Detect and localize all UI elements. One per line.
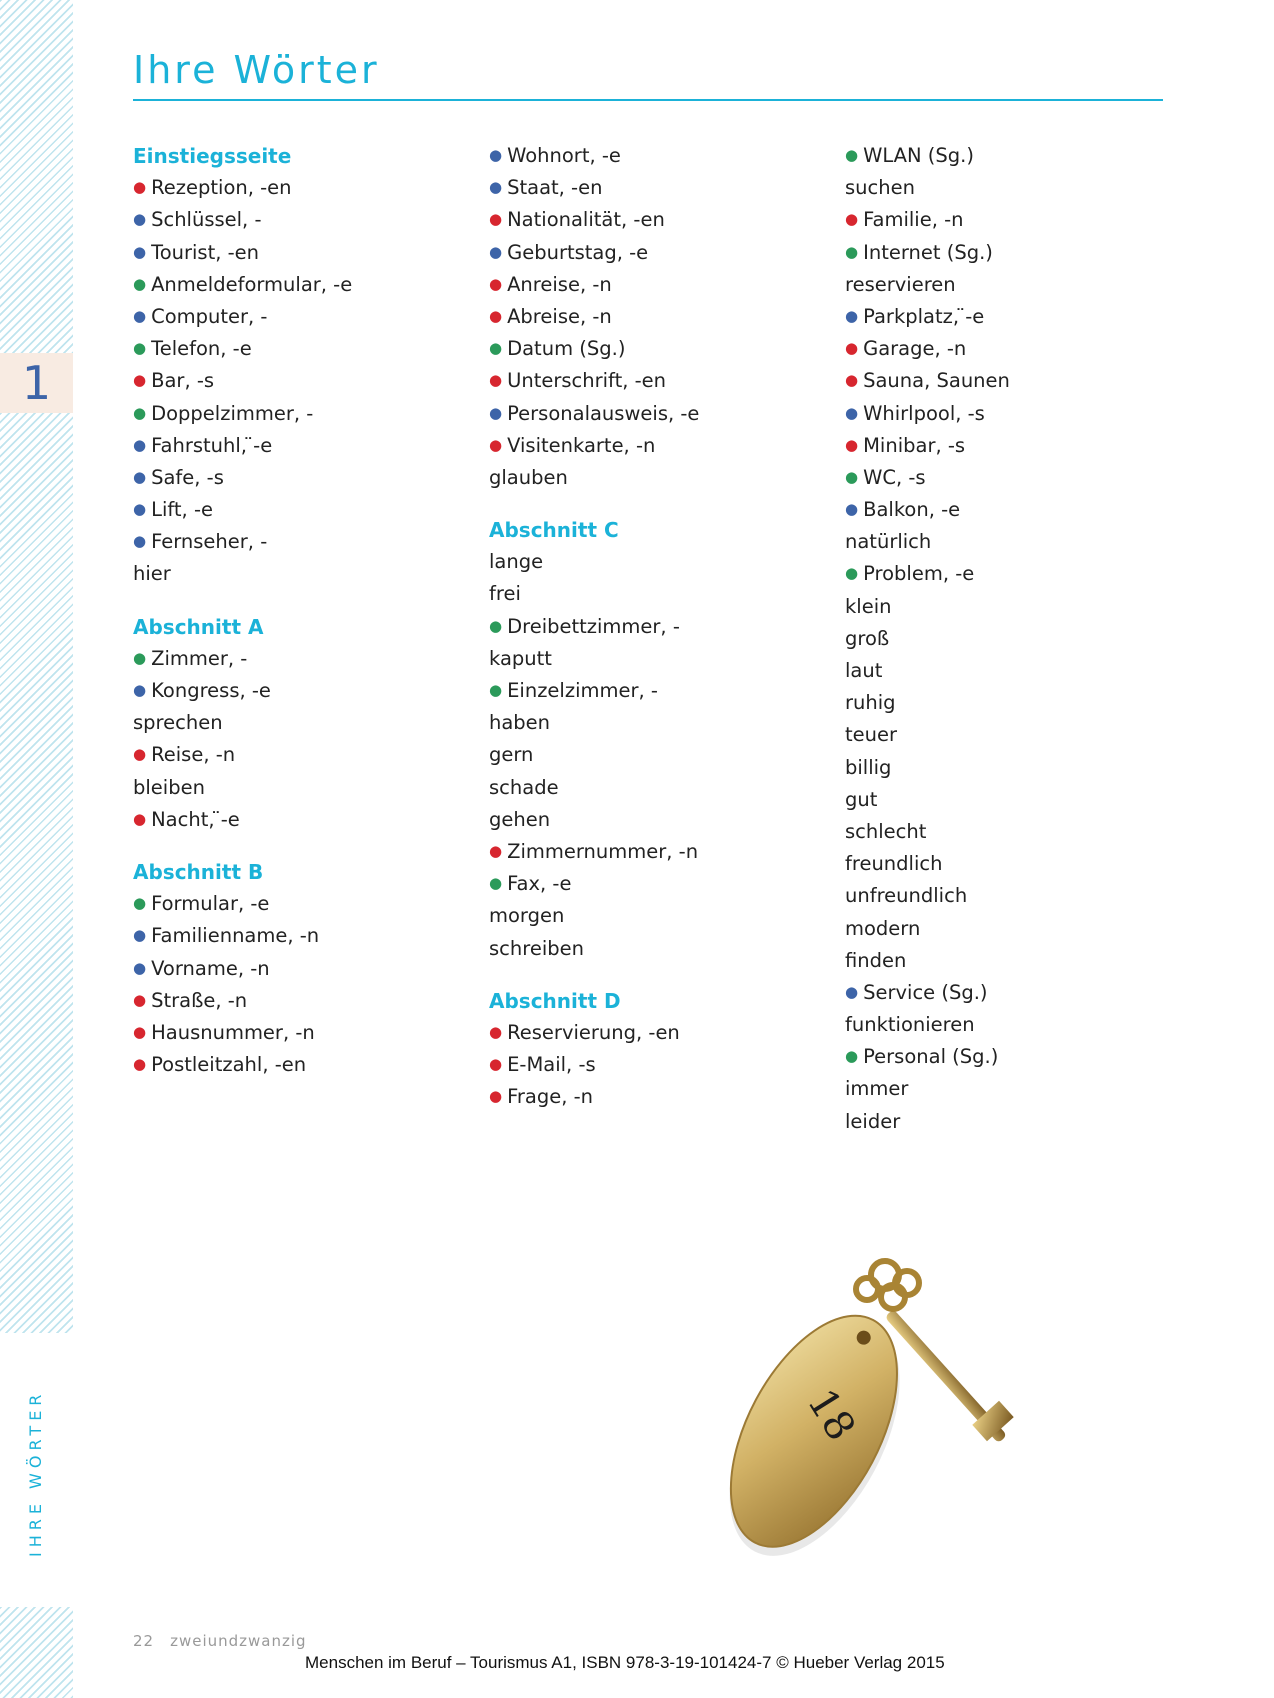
gender-dot-icon: ● xyxy=(133,532,147,551)
gender-dot-icon: ● xyxy=(845,306,859,325)
word-text: Kongress, -e xyxy=(151,679,271,702)
word-text: laut xyxy=(845,659,883,682)
word-entry xyxy=(845,301,1175,333)
word-text: Whirlpool, -s xyxy=(863,401,985,425)
word-text: Frage, -n xyxy=(507,1085,594,1109)
word-entry xyxy=(133,953,463,985)
word-entry xyxy=(489,739,819,771)
word-text: reservieren xyxy=(845,272,956,296)
word-text: Personal (Sg.) xyxy=(863,1045,999,1069)
side-stripe-top xyxy=(0,0,73,353)
section-heading: Abschnitt D xyxy=(489,988,621,1013)
word-entry xyxy=(489,643,819,675)
word-text: Zimmer, - xyxy=(151,646,248,670)
word-entry xyxy=(133,739,463,771)
gender-dot-icon: ● xyxy=(133,274,147,293)
gender-dot-icon: ● xyxy=(489,146,503,164)
word-text: haben xyxy=(489,711,551,735)
word-text: Nacht, ̈-e xyxy=(151,807,240,831)
word-entry xyxy=(845,591,1175,623)
word-text: Unterschrift, -en xyxy=(507,369,667,393)
word-entry xyxy=(133,707,463,739)
word-entry xyxy=(489,772,819,804)
word-text: finden xyxy=(845,948,907,972)
word-text: Visitenkarte, -n xyxy=(507,433,656,457)
word-entry xyxy=(489,836,819,868)
gender-dot-icon: ● xyxy=(489,435,503,454)
word-text: Service (Sg.) xyxy=(863,980,988,1004)
word-entry xyxy=(489,707,819,739)
gender-dot-icon: ● xyxy=(133,339,147,358)
gender-dot-icon: ● xyxy=(489,841,503,860)
gender-dot-icon: ● xyxy=(133,990,147,1009)
word-text: Tourist, -en xyxy=(151,240,260,264)
gender-dot-icon: ● xyxy=(489,371,503,390)
word-text: groß xyxy=(845,626,890,650)
word-text: Postleitzahl, -en xyxy=(151,1053,307,1077)
page-title: Ihre Wörter xyxy=(133,48,380,92)
word-text: Sauna, Saunen xyxy=(863,369,1010,393)
word-text: Internet (Sg.) xyxy=(863,240,993,264)
word-text: Wohnort, -e xyxy=(507,144,621,167)
word-entry xyxy=(845,655,1175,687)
gender-dot-icon: ● xyxy=(489,1087,503,1106)
gender-dot-icon: ● xyxy=(133,1055,147,1074)
word-text: Familienname, -n xyxy=(151,924,320,948)
word-entry xyxy=(489,675,819,707)
gender-dot-icon: ● xyxy=(133,894,147,913)
section-gap xyxy=(489,494,819,514)
word-entry xyxy=(489,804,819,836)
word-text: lange xyxy=(489,550,544,574)
word-entry xyxy=(845,913,1175,945)
gender-dot-icon: ● xyxy=(489,874,503,893)
word-text: Nationalität, -en xyxy=(507,208,665,232)
gender-dot-icon: ● xyxy=(133,958,147,977)
section-heading: Abschnitt C xyxy=(489,518,619,543)
word-entry xyxy=(489,1081,819,1113)
word-entry xyxy=(133,269,463,301)
word-text: Personalausweis, -e xyxy=(507,401,700,425)
word-text: klein xyxy=(845,594,892,618)
word-entry xyxy=(489,900,819,932)
word-text: Rezeption, -en xyxy=(151,176,292,200)
gender-dot-icon: ● xyxy=(845,435,859,454)
page-footer xyxy=(133,1632,307,1650)
gender-dot-icon: ● xyxy=(133,681,147,699)
copyright-line: Menschen im Beruf – Tourismus A1, ISBN 978-3-19-101424-7 © Hueber Verlag 2015 xyxy=(305,1653,945,1672)
gender-dot-icon: ● xyxy=(845,982,859,1001)
word-text: billig xyxy=(845,755,892,779)
word-text: modern xyxy=(845,916,921,940)
word-entry xyxy=(845,623,1175,655)
word-entry xyxy=(489,140,819,172)
word-text: Hausnummer, -n xyxy=(151,1020,315,1044)
word-entry xyxy=(845,140,1175,172)
word-entry xyxy=(489,462,819,494)
gender-dot-icon: ● xyxy=(845,403,859,422)
word-entry xyxy=(845,1073,1175,1105)
word-entry xyxy=(845,333,1175,365)
word-text: Fernseher, - xyxy=(151,530,268,554)
gender-dot-icon: ● xyxy=(133,178,147,197)
word-entry xyxy=(133,888,463,920)
word-text: Reise, -n xyxy=(151,743,236,767)
word-entry xyxy=(489,546,819,578)
word-text: Minibar, -s xyxy=(863,433,966,457)
word-entry xyxy=(845,526,1175,558)
section-heading: Abschnitt B xyxy=(133,859,264,884)
page-number: 22 xyxy=(133,1632,155,1650)
word-text: Reservierung, -en xyxy=(507,1020,680,1044)
gender-dot-icon: ● xyxy=(133,467,147,486)
word-entry xyxy=(845,816,1175,848)
gender-dot-icon: ● xyxy=(845,500,859,519)
word-text: gut xyxy=(845,787,878,811)
word-entry xyxy=(489,237,819,269)
word-entry xyxy=(133,643,463,675)
word-entry xyxy=(133,985,463,1017)
gender-dot-icon: ● xyxy=(845,146,859,164)
word-text: hier xyxy=(133,562,171,586)
chapter-number: 1 xyxy=(21,356,52,410)
word-text: Problem, -e xyxy=(863,562,975,586)
word-entry xyxy=(845,1106,1175,1138)
word-text: E-Mail, -s xyxy=(507,1053,596,1077)
word-text: gern xyxy=(489,743,534,767)
word-entry xyxy=(133,772,463,804)
word-text: Telefon, -e xyxy=(151,337,252,361)
word-text: frei xyxy=(489,582,521,606)
word-entry xyxy=(489,933,819,965)
word-text: Computer, - xyxy=(151,304,268,328)
word-entry xyxy=(133,462,463,494)
section-gap xyxy=(489,965,819,985)
gender-dot-icon: ● xyxy=(845,242,859,261)
gender-dot-icon: ● xyxy=(489,1022,503,1041)
word-column-3 xyxy=(845,140,1175,1138)
word-text: schade xyxy=(489,775,559,799)
gender-dot-icon: ● xyxy=(489,681,503,699)
gender-dot-icon: ● xyxy=(845,564,859,583)
word-column-1 xyxy=(133,140,463,1081)
word-entry xyxy=(133,558,463,590)
gender-dot-icon: ● xyxy=(133,648,147,667)
gender-dot-icon: ● xyxy=(133,500,147,519)
word-text: Schlüssel, - xyxy=(151,208,262,232)
word-entry xyxy=(133,237,463,269)
word-text: teuer xyxy=(845,723,898,747)
gender-dot-icon: ● xyxy=(133,242,147,261)
word-entry xyxy=(133,494,463,526)
word-text: kaputt xyxy=(489,646,552,670)
word-entry xyxy=(845,558,1175,590)
word-text: Abreise, -n xyxy=(507,304,612,328)
word-entry xyxy=(845,237,1175,269)
word-entry xyxy=(133,398,463,430)
gender-dot-icon: ● xyxy=(133,306,147,325)
word-entry xyxy=(845,719,1175,751)
word-entry xyxy=(845,848,1175,880)
word-text: Straße, -n xyxy=(151,988,248,1012)
page-word: zweiundzwanzig xyxy=(170,1632,307,1650)
word-text: morgen xyxy=(489,904,565,928)
side-section-label: IHRE WÖRTER xyxy=(26,1389,45,1557)
word-entry xyxy=(133,301,463,333)
gender-dot-icon: ● xyxy=(489,616,503,635)
word-entry xyxy=(489,1049,819,1081)
word-text: natürlich xyxy=(845,530,932,554)
word-entry xyxy=(133,333,463,365)
section-gap xyxy=(133,836,463,856)
word-entry xyxy=(845,462,1175,494)
word-entry xyxy=(489,868,819,900)
word-entry xyxy=(489,611,819,643)
word-entry xyxy=(845,398,1175,430)
word-text: sprechen xyxy=(133,711,223,735)
word-entry xyxy=(845,365,1175,397)
word-text: Geburtstag, -e xyxy=(507,240,649,264)
word-entry xyxy=(845,784,1175,816)
chapter-tab xyxy=(0,353,73,413)
word-text: unfreundlich xyxy=(845,884,968,908)
word-entry xyxy=(489,398,819,430)
gender-dot-icon: ● xyxy=(845,371,859,390)
gender-dot-icon: ● xyxy=(133,371,147,390)
word-text: gehen xyxy=(489,807,551,831)
gender-dot-icon: ● xyxy=(845,339,859,358)
gender-dot-icon: ● xyxy=(133,745,147,764)
word-entry xyxy=(489,301,819,333)
side-stripe-middle xyxy=(0,413,73,1333)
section-heading: Abschnitt A xyxy=(133,614,264,639)
section-gap xyxy=(133,591,463,611)
gender-dot-icon: ● xyxy=(489,306,503,325)
word-text: schlecht xyxy=(845,819,927,843)
word-entry xyxy=(133,365,463,397)
section-heading: Einstiegsseite xyxy=(133,144,292,168)
word-entry xyxy=(845,269,1175,301)
gender-dot-icon: ● xyxy=(133,403,147,422)
word-entry xyxy=(489,365,819,397)
word-text: Vorname, -n xyxy=(151,956,270,980)
word-text: Fahrstuhl, ̈-e xyxy=(151,433,273,457)
gender-dot-icon: ● xyxy=(133,210,147,229)
word-entry xyxy=(133,804,463,836)
word-text: leider xyxy=(845,1109,901,1133)
word-text: Fax, -e xyxy=(507,872,572,896)
gender-dot-icon: ● xyxy=(133,809,147,828)
word-entry xyxy=(845,172,1175,204)
word-entry xyxy=(133,1049,463,1081)
word-text: Balkon, -e xyxy=(863,498,961,522)
word-text: Doppelzimmer, - xyxy=(151,401,314,425)
word-entry xyxy=(489,1017,819,1049)
word-entry xyxy=(489,269,819,301)
word-entry xyxy=(489,333,819,365)
word-entry xyxy=(133,675,463,707)
room-key-illustration xyxy=(725,1255,1125,1589)
word-text: Einzelzimmer, - xyxy=(507,679,658,702)
word-entry xyxy=(845,977,1175,1009)
word-entry xyxy=(133,526,463,558)
word-text: Staat, -en xyxy=(507,176,603,200)
word-text: immer xyxy=(845,1077,909,1101)
word-entry xyxy=(133,172,463,204)
word-text: Anreise, -n xyxy=(507,272,612,296)
word-entry xyxy=(845,945,1175,977)
gender-dot-icon: ● xyxy=(133,1022,147,1041)
word-entry xyxy=(489,172,819,204)
word-entry xyxy=(845,880,1175,912)
word-text: Safe, -s xyxy=(151,465,224,489)
word-text: Datum (Sg.) xyxy=(507,337,626,361)
word-text: ruhig xyxy=(845,691,896,715)
title-divider xyxy=(133,99,1163,101)
gender-dot-icon: ● xyxy=(489,274,503,293)
gender-dot-icon: ● xyxy=(489,210,503,229)
word-text: funktionieren xyxy=(845,1013,975,1037)
word-entry xyxy=(489,578,819,610)
word-entry xyxy=(133,920,463,952)
word-text: WLAN (Sg.) xyxy=(863,144,974,167)
gender-dot-icon: ● xyxy=(489,339,503,358)
word-text: Lift, -e xyxy=(151,498,213,522)
word-entry xyxy=(845,430,1175,462)
word-text: Dreibettzimmer, - xyxy=(507,614,680,638)
word-text: schreiben xyxy=(489,936,584,960)
word-entry xyxy=(845,1041,1175,1073)
word-text: Zimmernummer, -n xyxy=(507,839,699,863)
word-column-2 xyxy=(489,140,819,1113)
gender-dot-icon: ● xyxy=(845,1047,859,1066)
word-text: Familie, -n xyxy=(863,208,964,232)
word-text: freundlich xyxy=(845,852,943,876)
word-entry xyxy=(845,1009,1175,1041)
word-entry xyxy=(845,752,1175,784)
word-entry xyxy=(845,687,1175,719)
word-entry xyxy=(845,204,1175,236)
gender-dot-icon: ● xyxy=(489,178,503,197)
word-text: Parkplatz, ̈-e xyxy=(863,304,985,328)
side-stripe-bottom xyxy=(0,1607,73,1698)
gender-dot-icon: ● xyxy=(133,435,147,454)
word-text: Garage, -n xyxy=(863,337,967,361)
word-entry xyxy=(133,1017,463,1049)
word-text: Formular, -e xyxy=(151,892,270,916)
word-text: Anmeldeformular, -e xyxy=(151,272,353,296)
word-text: suchen xyxy=(845,176,915,200)
key-tag-number: 18 xyxy=(798,1381,865,1449)
gender-dot-icon: ● xyxy=(133,926,147,945)
gender-dot-icon: ● xyxy=(845,210,859,229)
gender-dot-icon: ● xyxy=(489,403,503,422)
gender-dot-icon: ● xyxy=(845,467,859,486)
gender-dot-icon: ● xyxy=(489,1055,503,1074)
word-entry xyxy=(845,494,1175,526)
word-text: Bar, -s xyxy=(151,369,215,393)
word-entry xyxy=(133,204,463,236)
word-text: bleiben xyxy=(133,775,205,799)
word-text: WC, -s xyxy=(863,465,926,489)
word-entry xyxy=(133,430,463,462)
word-entry xyxy=(489,430,819,462)
gender-dot-icon: ● xyxy=(489,242,503,261)
word-text: glauben xyxy=(489,465,568,489)
word-entry xyxy=(489,204,819,236)
